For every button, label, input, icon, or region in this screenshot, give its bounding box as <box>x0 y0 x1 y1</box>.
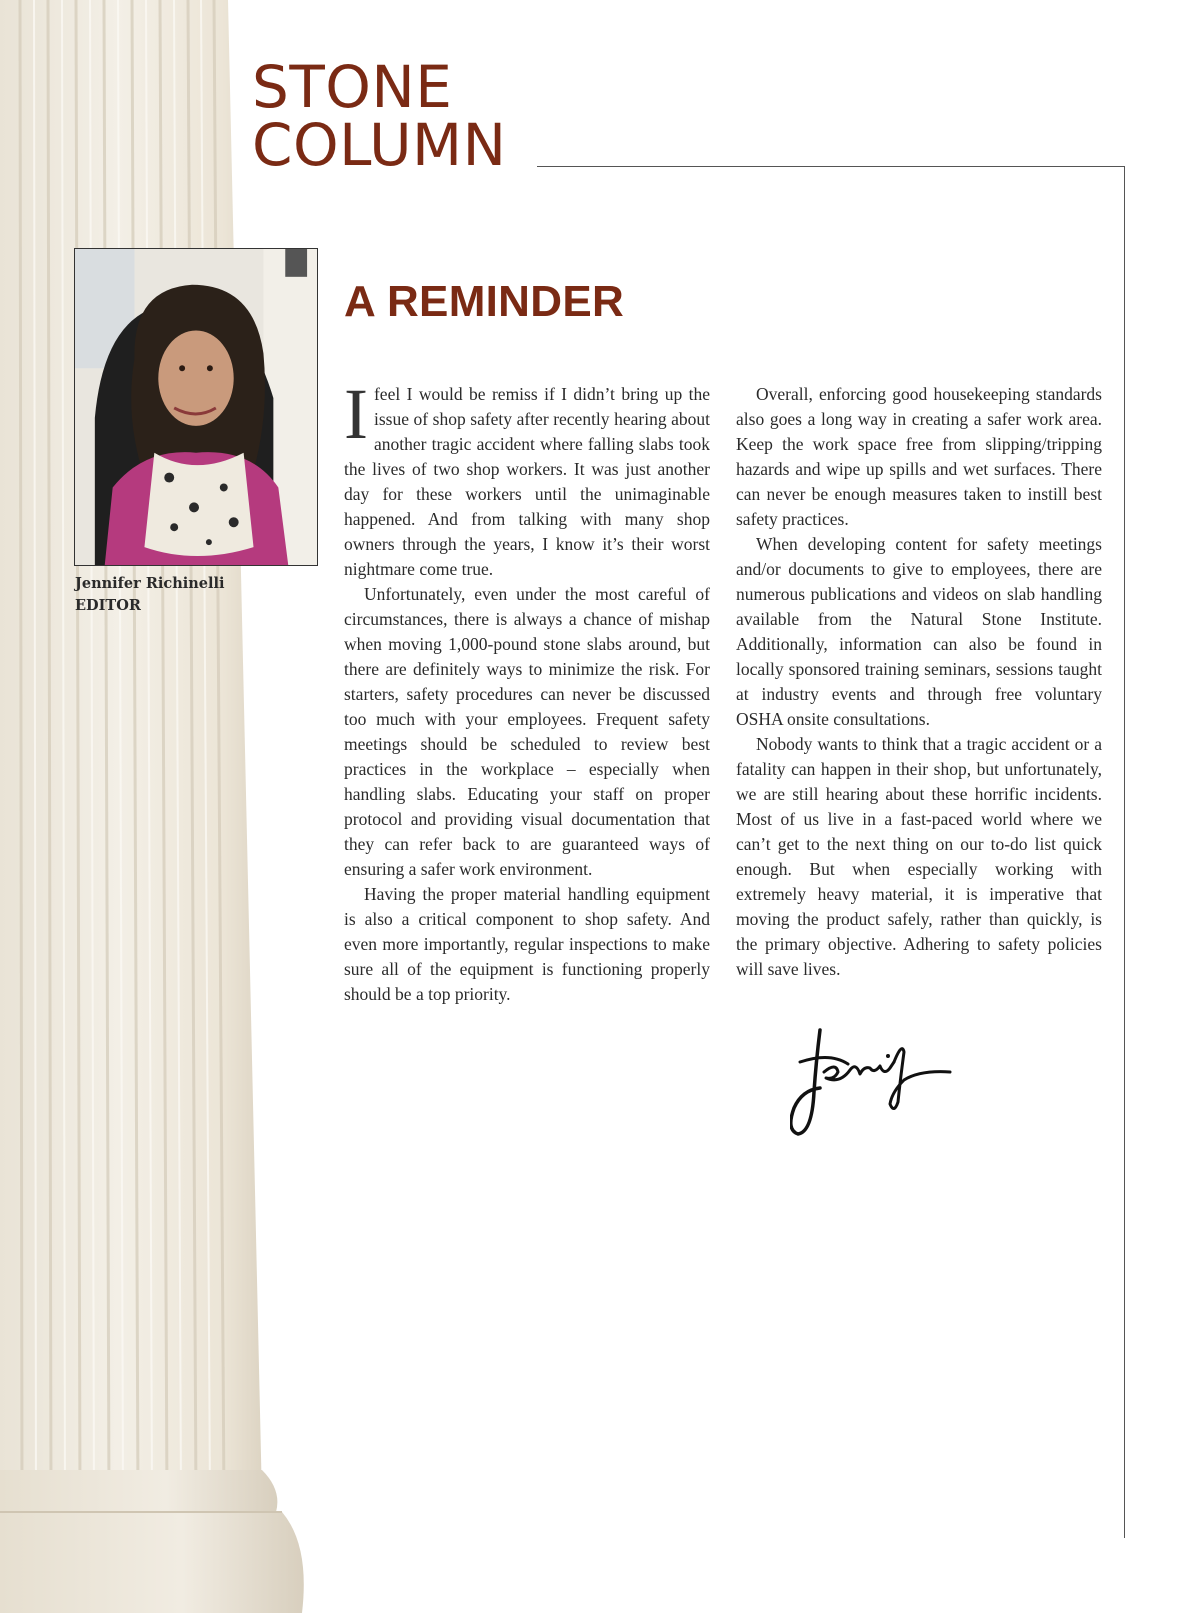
article-column-left <box>344 374 710 1007</box>
stone-column-illustration <box>0 0 330 1613</box>
article-headline: A REMINDER <box>344 277 625 326</box>
article-paragraph: Overall, enforcing good housekeeping standards also goes a long way in creating a safer work area. Keep the work space free from slipping/tripping hazards and wipe up spills and wet surfaces. There can never be enough measures taken to instill best safety practices. <box>736 384 1102 529</box>
page-rule-vertical <box>1124 166 1125 1538</box>
masthead-rule-horizontal <box>537 166 1125 167</box>
photo-caption <box>75 573 225 617</box>
article-paragraph: When developing content for safety meetings and/or documents to give to employees, there are numerous publications and videos on slab handling available from the Natural Stone Institute. Additionally, information can also be found in locally sponsored training seminars, sessions taught at industry events and through free voluntary OSHA onsite consultations. <box>736 534 1102 729</box>
author-title: EDITOR <box>75 597 141 614</box>
masthead-line-2: COLUMN <box>252 111 507 179</box>
masthead-line-1: STONE <box>252 53 453 121</box>
article-paragraph: Nobody wants to think that a tragic accident or a fatality can happen in their shop, but unfortunately, we are still hearing about these horrific incidents. Most of us live in a fast-paced world where we can’t get to the next thing on our to-do list quick enough. But when especially working with extremely heavy material, it is imperative that moving the product safely, rather than quickly, is the primary objective. Adhering to safety policies will save lives. <box>736 734 1102 979</box>
editor-signature <box>790 1022 970 1152</box>
author-name: Jennifer Richinelli <box>75 575 225 592</box>
drop-cap: I <box>344 374 368 454</box>
article-column-right <box>736 382 1102 982</box>
editor-photo <box>74 248 318 566</box>
article-paragraph <box>344 374 710 582</box>
paragraph-text: feel I would be remiss if I didn’t bring up the issue of shop safety after recently hearing about another tragic accident where falling slabs took the lives of two shop workers. It was just another day for these workers until the unimaginable happened. And from talking with many shop owners through the years, I know it’s their worst nightmare come true. <box>344 384 710 579</box>
article-paragraph: Having the proper material handling equipment is also a critical component to shop safety. And even more importantly, regular inspections to make sure all of the equipment is functioning properly should be a top priority. <box>344 884 710 1004</box>
article-paragraph: Unfortunately, even under the most careful of circumstances, there is always a chance of mishap when moving 1,000-pound stone slabs around, but there are definitely ways to minimize the risk. For starters, safety procedures can never be discussed too much with your employees. Frequent safety meetings should be scheduled to review best practices in the workplace – especially when handling slabs. Educating your staff on proper protocol and providing visual documentation that they can refer back to are guaranteed ways of ensuring a safer work environment. <box>344 584 710 879</box>
section-masthead <box>252 53 507 179</box>
